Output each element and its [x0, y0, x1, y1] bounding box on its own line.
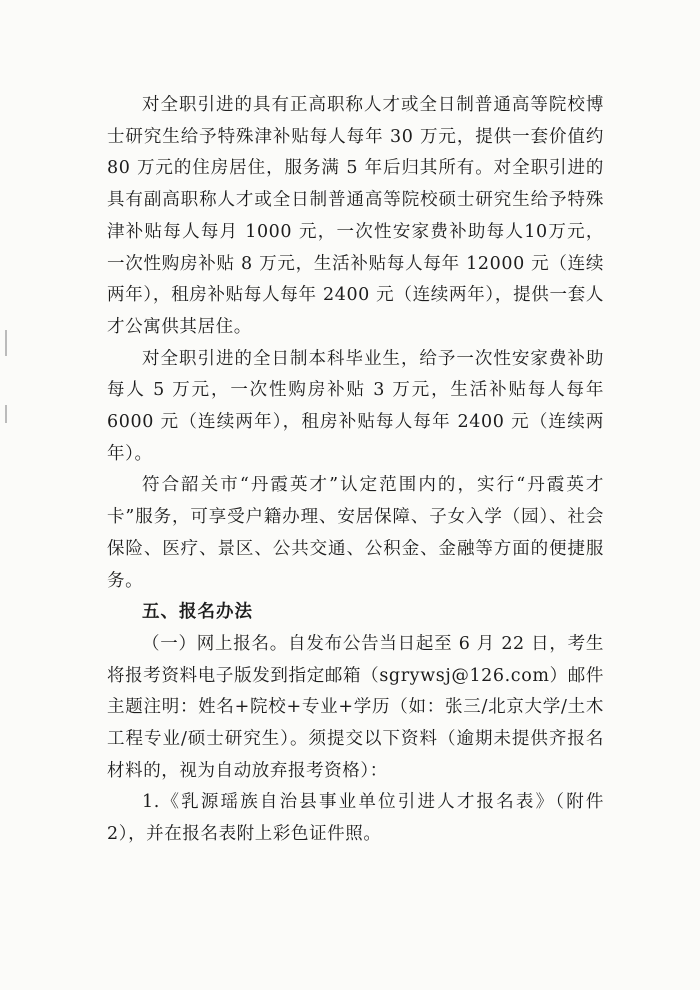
scan-margin-mark — [5, 330, 7, 356]
paragraph-danxia-talent-card: 符合韶关市“丹霞英才”认定范围内的，实行“丹霞英才卡”服务，可享受户籍办理、安居保障、子女入学（园）、社会保险、医疗、景区、公共交通、公积金、金融等方面的便捷服务。 — [107, 475, 604, 591]
paragraph-talent-subsidy-bachelor: 对全职引进的全日制本科毕业生，给予一次性安家费补助每人 5 万元，一次性购房补贴 3 万元，生活补贴每人每年 6000 元（连续两年），租房补贴每人每年 2400 元（连续两年）。 — [107, 348, 604, 464]
paragraph-registration-form: 1.《乳源瑶族自治县事业单位引进人才报名表》（附件 2），并在报名表附上彩色证件照。 — [107, 792, 604, 845]
section-heading-registration: 五、报名办法 — [142, 602, 253, 623]
paragraph-talent-subsidy-senior: 对全职引进的具有正高职称人才或全日制普通高等院校博士研究生给予特殊津补贴每人每年 30 万元，提供一套价值约 80 万元的住房居住，服务满 5 年后归其所有。对全职引进的具有副高职称人才或全日制普通高等院校硕士研究生给予特殊津补贴每人每月 1000 元，一次性安家费补助每人10万元，一次性购房补贴 8 万元，生活补贴每人每年 12000 元（连续两年），租房补贴每人每年 2400 元（连续两年），提供一套人才公寓供其居住。 — [107, 95, 604, 337]
scan-margin-mark — [5, 405, 7, 423]
document-page — [107, 90, 604, 851]
paragraph-online-registration: （一）网上报名。自发布公告当日起至 6 月 22 日，考生将报考资料电子版发到指定邮箱（sgrywsj@126.com）邮件主题注明：姓名+院校+专业+学历（如：张三/北京大学/土木工程专业/硕士研究生）。须提交以下资料（逾期未提供齐报名材料的，视为自动放弃报考资格）： — [107, 633, 604, 781]
